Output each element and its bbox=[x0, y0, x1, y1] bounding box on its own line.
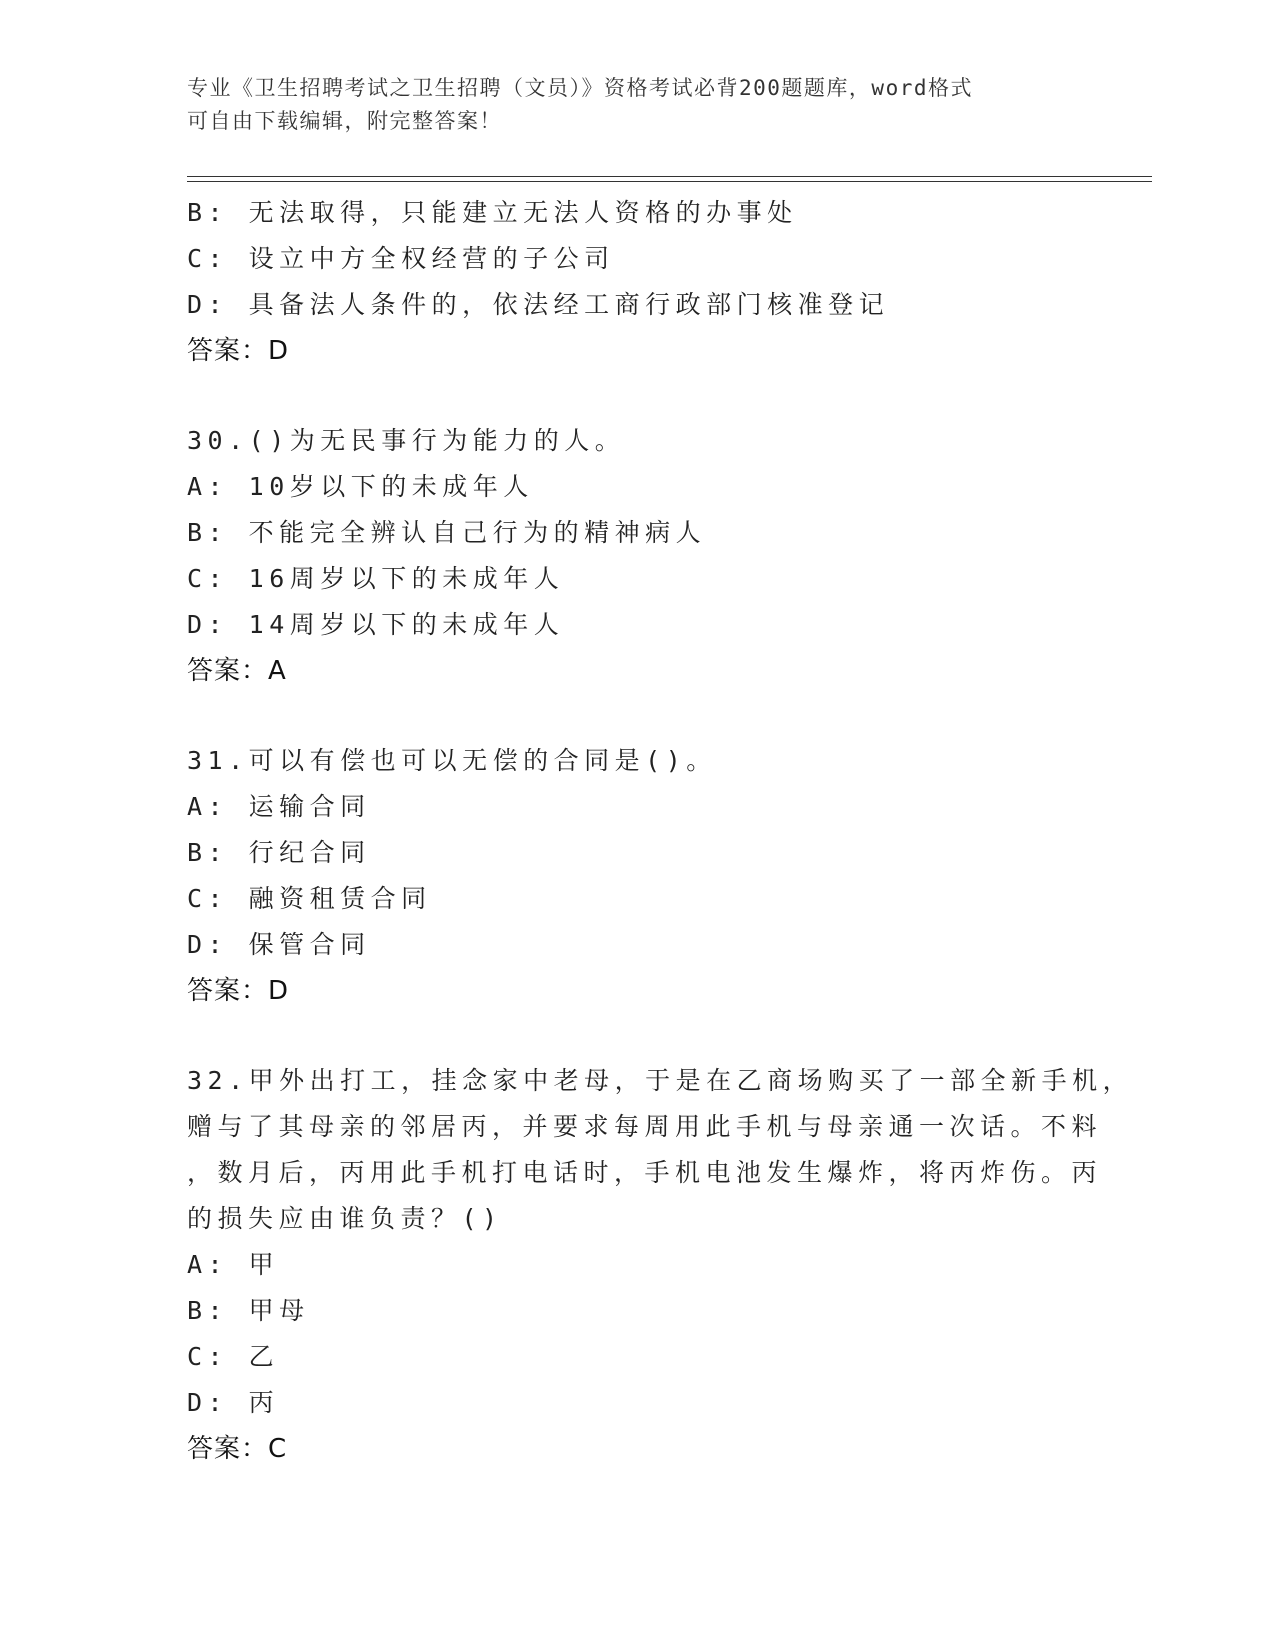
option-c: C: 16周岁以下的未成年人 bbox=[187, 564, 565, 593]
option-b: B: 不能完全辨认自己行为的精神病人 bbox=[187, 518, 707, 547]
question-stem: 30.()为无民事行为能力的人。 bbox=[187, 426, 626, 455]
question-stem-line-2: 赠与了其母亲的邻居丙，并要求每周用此手机与母亲通一次话。不料 bbox=[187, 1112, 1103, 1141]
option-b: B: 无法取得，只能建立无法人资格的办事处 bbox=[187, 198, 798, 227]
document-header bbox=[187, 72, 1087, 138]
option-d: D: 具备法人条件的，依法经工商行政部门核准登记 bbox=[187, 290, 890, 319]
header-title-line-1: 专业《卫生招聘考试之卫生招聘（文员）》资格考试必背200题题库，word格式 bbox=[187, 76, 973, 100]
option-c: C: 乙 bbox=[187, 1342, 280, 1371]
option-b: B: 行纪合同 bbox=[187, 838, 371, 867]
header-title-line-2: 可自由下载编辑，附完整答案！ bbox=[187, 109, 502, 133]
header-divider-bottom bbox=[187, 181, 1152, 182]
question-30 bbox=[187, 418, 1107, 694]
option-a: A: 甲 bbox=[187, 1250, 280, 1279]
answer-line: 答案：A bbox=[187, 656, 287, 686]
question-list bbox=[187, 190, 1134, 1472]
question-stem-line-1: 32.甲外出打工，挂念家中老母，于是在乙商场购买了一部全新手机， bbox=[187, 1066, 1134, 1095]
spacer bbox=[187, 374, 1107, 418]
option-d: D: 14周岁以下的未成年人 bbox=[187, 610, 565, 639]
header-divider-top bbox=[187, 176, 1152, 177]
question-29-continued bbox=[187, 190, 1107, 374]
answer-line: 答案：D bbox=[187, 976, 290, 1006]
option-c: C: 融资租赁合同 bbox=[187, 884, 432, 913]
option-d: D: 丙 bbox=[187, 1388, 280, 1417]
spacer bbox=[187, 1014, 1107, 1058]
spacer bbox=[187, 694, 1107, 738]
option-d: D: 保管合同 bbox=[187, 930, 371, 959]
option-c: C: 设立中方全权经营的子公司 bbox=[187, 244, 615, 273]
question-stem-line-4: 的损失应由谁负责？() bbox=[187, 1204, 503, 1233]
question-32 bbox=[187, 1058, 1134, 1472]
question-stem-line-3: ，数月后，丙用此手机打电话时，手机电池发生爆炸，将丙炸伤。丙 bbox=[187, 1158, 1103, 1187]
option-a: A: 运输合同 bbox=[187, 792, 371, 821]
answer-line: 答案：D bbox=[187, 336, 290, 366]
answer-line: 答案：C bbox=[187, 1434, 288, 1464]
option-a: A: 10岁以下的未成年人 bbox=[187, 472, 534, 501]
question-31 bbox=[187, 738, 1107, 1014]
question-stem: 31.可以有偿也可以无偿的合同是()。 bbox=[187, 746, 717, 775]
option-b: B: 甲母 bbox=[187, 1296, 310, 1325]
